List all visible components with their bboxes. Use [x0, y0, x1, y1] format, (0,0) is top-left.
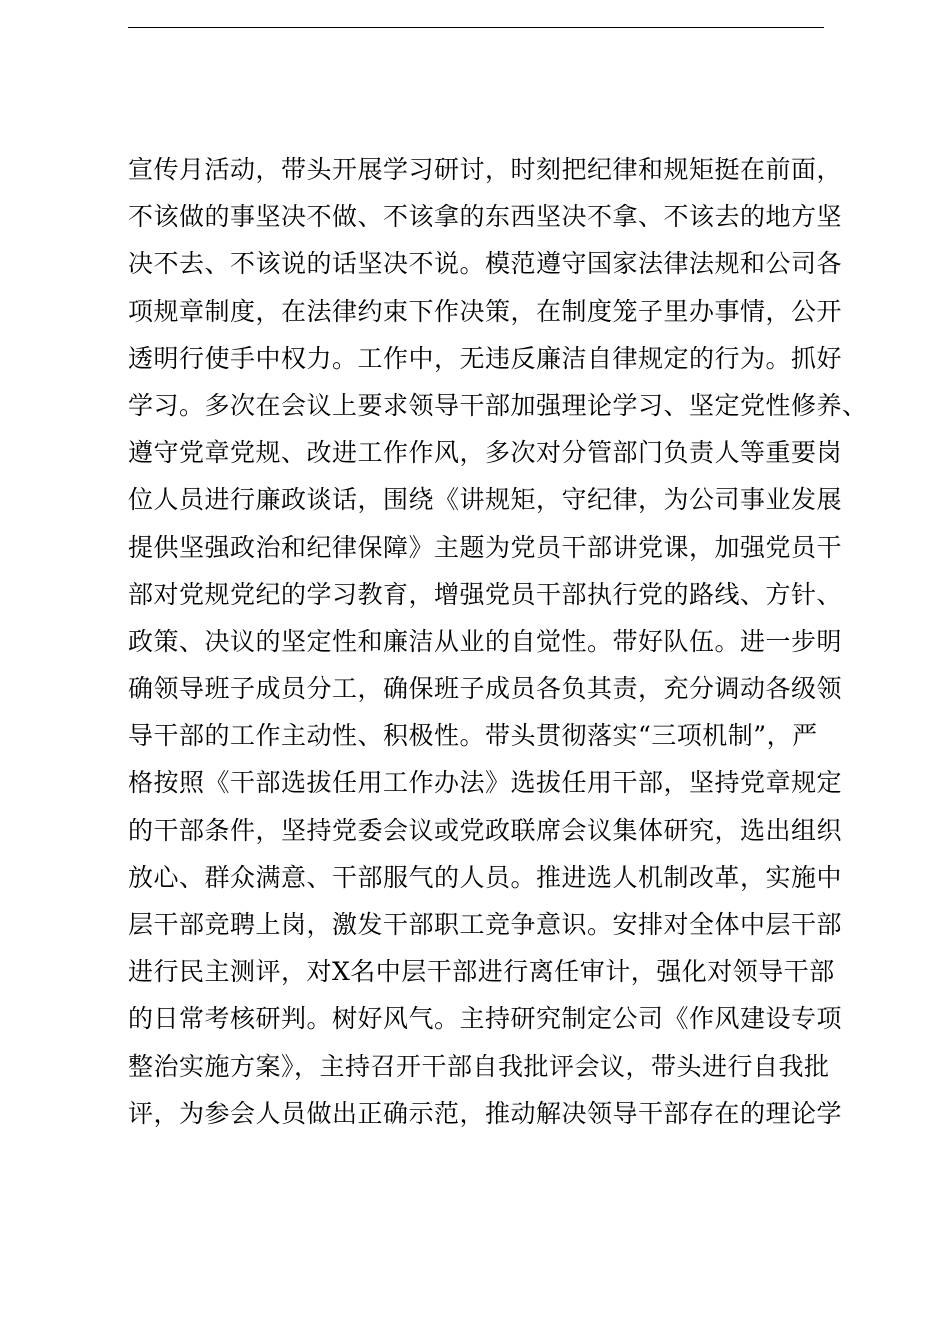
text-line: 遵守党章党规、改进工作作风，多次对分管部门负责人等重要岗	[128, 438, 843, 468]
text-line: 评，为参会人员做出正确示范，推动解决领导干部存在的理论学	[128, 1098, 843, 1128]
text-line: 政策、决议的坚定性和廉洁从业的自觉性。带好队伍。进一步明	[128, 626, 843, 656]
text-line: 格按照《干部选拔任用工作办法》选拔任用干部，坚持党章规定	[128, 768, 843, 798]
text-line: 项规章制度，在法律约束下作决策，在制度笼子里办事情，公开	[128, 296, 843, 326]
text-line: 学习。多次在会议上要求领导干部加强理论学习、坚定党性修养、	[128, 390, 868, 420]
text-line: 的日常考核研判。树好风气。主持研究制定公司《作风建设专项	[128, 1004, 843, 1034]
text-line: 不该做的事坚决不做、不该拿的东西坚决不拿、不该去的地方坚	[128, 202, 843, 232]
text-line: 部对党规党纪的学习教育，增强党员干部执行党的路线、方针、	[128, 579, 843, 609]
text-line: 透明行使手中权力。工作中，无违反廉洁自律规定的行为。抓好	[128, 343, 843, 373]
text-line: 确领导班子成员分工，确保班子成员各负其责，充分调动各级领	[128, 674, 843, 704]
text-line: 整治实施方案》，主持召开干部自我批评会议，带头进行自我批	[128, 1051, 830, 1081]
text-line: 放心、群众满意、干部服气的人员。推进选人机制改革，实施中	[128, 862, 843, 892]
text-line: 的干部条件，坚持党委会议或党政联席会议集体研究，选出组织	[128, 815, 843, 845]
text-line: 位人员进行廉政谈话，围绕《讲规矩，守纪律，为公司事业发展	[128, 485, 843, 515]
text-line: 宣传月活动，带头开展学习研讨，时刻把纪律和规矩挺在前面，	[128, 155, 843, 184]
text-line: 导干部的工作主动性、积极性。带头贯彻落实“三项机制”，严	[128, 721, 818, 751]
text-line: 层干部竞聘上岗，激发干部职工竞争意识。安排对全体中层干部	[128, 910, 843, 939]
text-line: 进行民主测评，对X名中层干部进行离任审计，强化对领导干部	[128, 957, 835, 987]
header-rule	[128, 27, 824, 28]
text-line: 决不去、不该说的话坚决不说。模范遵守国家法律法规和公司各	[128, 249, 843, 279]
text-line: 提供坚强政治和纪律保障》主题为党员干部讲党课，加强党员干	[128, 532, 843, 562]
body-text	[128, 146, 868, 1137]
